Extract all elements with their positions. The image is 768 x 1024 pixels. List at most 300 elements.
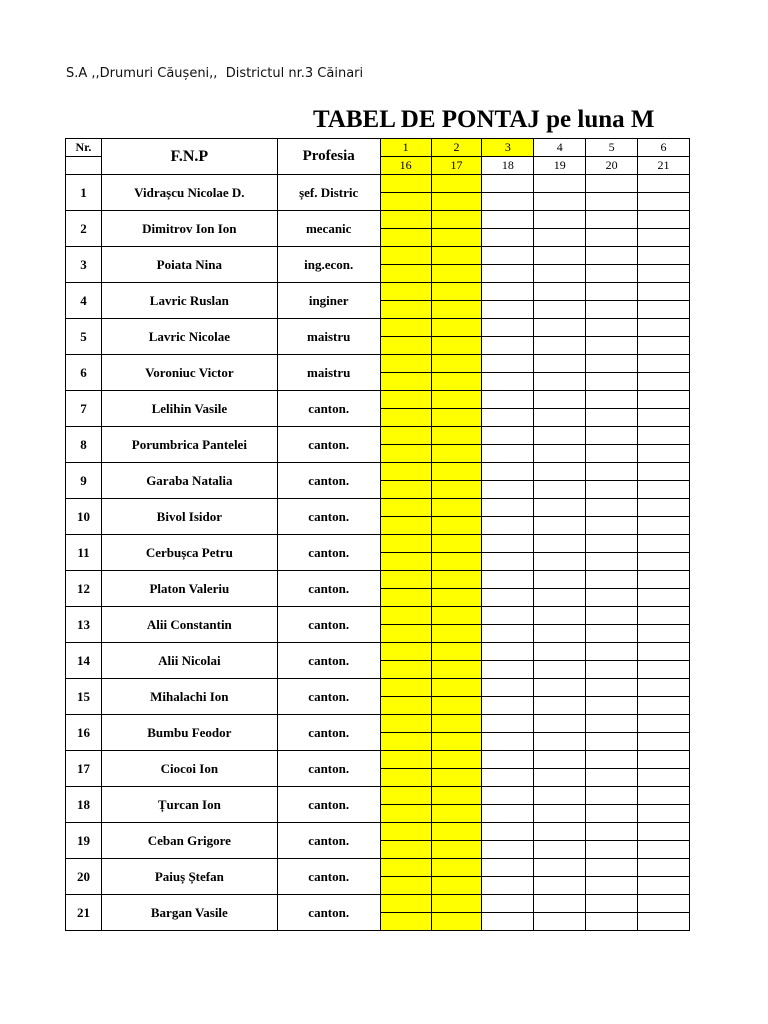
day-cell[interactable] <box>380 571 431 589</box>
day-cell[interactable] <box>586 229 638 247</box>
day-cell[interactable] <box>380 373 431 391</box>
day-cell[interactable] <box>482 391 534 409</box>
day-cell[interactable] <box>586 427 638 445</box>
day-cell[interactable] <box>431 409 482 427</box>
day-cell[interactable] <box>431 751 482 769</box>
employee-name: Țurcan Ion <box>101 787 277 823</box>
day-cell[interactable] <box>482 733 534 751</box>
day-cell[interactable] <box>638 607 690 625</box>
day-cell[interactable] <box>534 409 586 427</box>
day-cell[interactable] <box>638 805 690 823</box>
day-cell[interactable] <box>380 841 431 859</box>
day-cell[interactable] <box>482 499 534 517</box>
day-cell[interactable] <box>380 625 431 643</box>
day-cell[interactable] <box>482 517 534 535</box>
day-cell[interactable] <box>431 697 482 715</box>
employee-name: Cerbușca Petru <box>101 535 277 571</box>
day-cell[interactable] <box>534 571 586 589</box>
day-header: 20 <box>586 157 638 175</box>
day-cell[interactable] <box>586 553 638 571</box>
day-cell[interactable] <box>638 373 690 391</box>
day-cell[interactable] <box>638 787 690 805</box>
day-cell[interactable] <box>638 715 690 733</box>
day-cell[interactable] <box>638 265 690 283</box>
day-cell[interactable] <box>638 913 690 931</box>
day-cell[interactable] <box>638 355 690 373</box>
day-cell[interactable] <box>534 175 586 193</box>
day-cell[interactable] <box>380 769 431 787</box>
day-cell[interactable] <box>482 265 534 283</box>
day-cell[interactable] <box>431 427 482 445</box>
table-row <box>66 283 690 301</box>
day-cell[interactable] <box>431 193 482 211</box>
day-cell[interactable] <box>431 319 482 337</box>
employee-name: Bivol Isidor <box>101 499 277 535</box>
day-cell[interactable] <box>586 841 638 859</box>
day-cell[interactable] <box>586 661 638 679</box>
day-cell[interactable] <box>586 805 638 823</box>
day-cell[interactable] <box>534 229 586 247</box>
day-cell[interactable] <box>534 679 586 697</box>
employee-name: Alii Constantin <box>101 607 277 643</box>
day-cell[interactable] <box>534 841 586 859</box>
day-header: 6 <box>638 139 690 157</box>
day-cell[interactable] <box>638 517 690 535</box>
day-cell[interactable] <box>431 373 482 391</box>
day-cell[interactable] <box>586 571 638 589</box>
day-cell[interactable] <box>534 661 586 679</box>
day-cell[interactable] <box>431 355 482 373</box>
employee-name: Dimitrov Ion Ion <box>101 211 277 247</box>
day-cell[interactable] <box>586 355 638 373</box>
table-row <box>66 175 690 193</box>
day-cell[interactable] <box>534 517 586 535</box>
day-cell[interactable] <box>638 229 690 247</box>
day-cell[interactable] <box>586 697 638 715</box>
employee-name: Lelihin Vasile <box>101 391 277 427</box>
day-cell[interactable] <box>534 247 586 265</box>
day-cell[interactable] <box>380 283 431 301</box>
day-cell[interactable] <box>638 751 690 769</box>
day-cell[interactable] <box>380 175 431 193</box>
day-cell[interactable] <box>431 823 482 841</box>
day-cell[interactable] <box>431 265 482 283</box>
day-cell[interactable] <box>431 535 482 553</box>
day-cell[interactable] <box>638 589 690 607</box>
day-cell[interactable] <box>482 229 534 247</box>
day-cell[interactable] <box>431 391 482 409</box>
day-cell[interactable] <box>586 859 638 877</box>
day-cell[interactable] <box>380 733 431 751</box>
day-cell[interactable] <box>586 895 638 913</box>
day-cell[interactable] <box>534 481 586 499</box>
day-cell[interactable] <box>534 301 586 319</box>
day-cell[interactable] <box>534 535 586 553</box>
day-cell[interactable] <box>380 463 431 481</box>
day-cell[interactable] <box>431 463 482 481</box>
day-cell[interactable] <box>380 445 431 463</box>
day-cell[interactable] <box>638 895 690 913</box>
day-cell[interactable] <box>586 913 638 931</box>
day-cell[interactable] <box>534 751 586 769</box>
day-cell[interactable] <box>380 823 431 841</box>
day-cell[interactable] <box>586 499 638 517</box>
day-cell[interactable] <box>482 337 534 355</box>
table-row <box>66 823 690 841</box>
day-cell[interactable] <box>482 553 534 571</box>
day-cell[interactable] <box>482 643 534 661</box>
day-cell[interactable] <box>431 607 482 625</box>
day-cell[interactable] <box>431 571 482 589</box>
column-header-nr-cont <box>66 157 102 175</box>
day-cell[interactable] <box>638 859 690 877</box>
day-cell[interactable] <box>431 283 482 301</box>
day-cell[interactable] <box>482 463 534 481</box>
day-cell[interactable] <box>586 301 638 319</box>
employee-profession: mecanic <box>277 211 380 247</box>
day-cell[interactable] <box>380 877 431 895</box>
row-number: 9 <box>66 463 102 499</box>
day-cell[interactable] <box>431 661 482 679</box>
day-cell[interactable] <box>586 877 638 895</box>
employee-name: Alii Nicolai <box>101 643 277 679</box>
day-cell[interactable] <box>586 787 638 805</box>
day-cell[interactable] <box>638 841 690 859</box>
day-cell[interactable] <box>534 715 586 733</box>
table-row <box>66 463 690 481</box>
day-cell[interactable] <box>586 607 638 625</box>
day-cell[interactable] <box>638 283 690 301</box>
employee-profession: canton. <box>277 751 380 787</box>
day-cell[interactable] <box>380 211 431 229</box>
day-cell[interactable] <box>638 301 690 319</box>
day-cell[interactable] <box>482 589 534 607</box>
day-cell[interactable] <box>380 751 431 769</box>
day-cell[interactable] <box>431 301 482 319</box>
day-cell[interactable] <box>380 517 431 535</box>
day-cell[interactable] <box>482 841 534 859</box>
day-cell[interactable] <box>380 859 431 877</box>
day-cell[interactable] <box>534 445 586 463</box>
day-cell[interactable] <box>534 805 586 823</box>
day-cell[interactable] <box>586 283 638 301</box>
day-cell[interactable] <box>534 283 586 301</box>
employee-name: Vidrașcu Nicolae D. <box>101 175 277 211</box>
day-cell[interactable] <box>638 625 690 643</box>
day-cell[interactable] <box>431 589 482 607</box>
day-cell[interactable] <box>586 337 638 355</box>
day-cell[interactable] <box>482 823 534 841</box>
day-cell[interactable] <box>534 607 586 625</box>
day-cell[interactable] <box>482 175 534 193</box>
day-cell[interactable] <box>534 913 586 931</box>
day-cell[interactable] <box>380 535 431 553</box>
day-cell[interactable] <box>638 427 690 445</box>
day-cell[interactable] <box>482 751 534 769</box>
day-cell[interactable] <box>638 553 690 571</box>
day-cell[interactable] <box>586 823 638 841</box>
day-cell[interactable] <box>586 751 638 769</box>
day-cell[interactable] <box>638 193 690 211</box>
day-cell[interactable] <box>431 859 482 877</box>
table-row <box>66 499 690 517</box>
day-cell[interactable] <box>482 859 534 877</box>
day-cell[interactable] <box>380 427 431 445</box>
day-cell[interactable] <box>431 553 482 571</box>
day-cell[interactable] <box>638 319 690 337</box>
day-cell[interactable] <box>482 679 534 697</box>
day-cell[interactable] <box>380 913 431 931</box>
day-cell[interactable] <box>638 643 690 661</box>
day-cell[interactable] <box>586 373 638 391</box>
day-cell[interactable] <box>380 715 431 733</box>
day-cell[interactable] <box>482 211 534 229</box>
day-cell[interactable] <box>482 787 534 805</box>
day-cell[interactable] <box>431 517 482 535</box>
day-cell[interactable] <box>586 535 638 553</box>
day-cell[interactable] <box>482 607 534 625</box>
day-cell[interactable] <box>482 877 534 895</box>
day-cell[interactable] <box>534 769 586 787</box>
day-cell[interactable] <box>482 247 534 265</box>
day-cell[interactable] <box>431 769 482 787</box>
day-cell[interactable] <box>380 697 431 715</box>
day-cell[interactable] <box>380 193 431 211</box>
day-cell[interactable] <box>380 589 431 607</box>
row-number: 6 <box>66 355 102 391</box>
day-cell[interactable] <box>586 193 638 211</box>
day-cell[interactable] <box>380 553 431 571</box>
day-cell[interactable] <box>380 391 431 409</box>
day-cell[interactable] <box>431 247 482 265</box>
day-cell[interactable] <box>534 211 586 229</box>
day-cell[interactable] <box>431 175 482 193</box>
day-cell[interactable] <box>380 805 431 823</box>
day-cell[interactable] <box>482 409 534 427</box>
day-cell[interactable] <box>380 409 431 427</box>
day-cell[interactable] <box>534 463 586 481</box>
day-cell[interactable] <box>638 211 690 229</box>
day-cell[interactable] <box>380 301 431 319</box>
day-cell[interactable] <box>431 625 482 643</box>
day-cell[interactable] <box>534 391 586 409</box>
day-cell[interactable] <box>638 769 690 787</box>
employee-name: Platon Valeriu <box>101 571 277 607</box>
table-row <box>66 211 690 229</box>
day-cell[interactable] <box>586 715 638 733</box>
employee-profession: canton. <box>277 679 380 715</box>
day-cell[interactable] <box>534 643 586 661</box>
day-cell[interactable] <box>380 787 431 805</box>
day-cell[interactable] <box>482 319 534 337</box>
day-cell[interactable] <box>586 391 638 409</box>
day-cell[interactable] <box>431 733 482 751</box>
day-cell[interactable] <box>431 211 482 229</box>
day-cell[interactable] <box>638 571 690 589</box>
employee-name: Ciocoi Ion <box>101 751 277 787</box>
day-cell[interactable] <box>380 679 431 697</box>
day-cell[interactable] <box>431 895 482 913</box>
day-cell[interactable] <box>380 337 431 355</box>
day-cell[interactable] <box>534 625 586 643</box>
table-row <box>66 535 690 553</box>
day-cell[interactable] <box>380 643 431 661</box>
day-cell[interactable] <box>380 229 431 247</box>
day-cell[interactable] <box>638 463 690 481</box>
day-cell[interactable] <box>482 301 534 319</box>
day-cell[interactable] <box>482 427 534 445</box>
day-cell[interactable] <box>586 409 638 427</box>
day-cell[interactable] <box>534 895 586 913</box>
day-cell[interactable] <box>482 445 534 463</box>
day-header: 2 <box>431 139 482 157</box>
day-cell[interactable] <box>638 391 690 409</box>
day-cell[interactable] <box>534 319 586 337</box>
day-cell[interactable] <box>431 805 482 823</box>
day-cell[interactable] <box>534 265 586 283</box>
day-cell[interactable] <box>482 355 534 373</box>
day-cell[interactable] <box>638 175 690 193</box>
day-cell[interactable] <box>380 265 431 283</box>
day-cell[interactable] <box>534 193 586 211</box>
day-cell[interactable] <box>482 535 534 553</box>
day-cell[interactable] <box>431 445 482 463</box>
day-cell[interactable] <box>534 373 586 391</box>
day-header: 19 <box>534 157 586 175</box>
day-cell[interactable] <box>586 643 638 661</box>
day-cell[interactable] <box>482 895 534 913</box>
day-cell[interactable] <box>431 481 482 499</box>
table-row <box>66 607 690 625</box>
company-header: S.A ,,Drumuri Căușeni,, Districtul nr.3 Căinari <box>66 66 364 81</box>
timesheet-body <box>66 175 690 931</box>
day-cell[interactable] <box>482 715 534 733</box>
employee-profession: canton. <box>277 895 380 931</box>
day-cell[interactable] <box>638 247 690 265</box>
day-cell[interactable] <box>380 319 431 337</box>
day-cell[interactable] <box>482 625 534 643</box>
table-row <box>66 319 690 337</box>
day-cell[interactable] <box>534 859 586 877</box>
day-cell[interactable] <box>431 715 482 733</box>
day-cell[interactable] <box>534 787 586 805</box>
day-cell[interactable] <box>534 337 586 355</box>
day-cell[interactable] <box>534 877 586 895</box>
day-cell[interactable] <box>534 733 586 751</box>
day-cell[interactable] <box>586 247 638 265</box>
day-cell[interactable] <box>586 175 638 193</box>
row-number: 10 <box>66 499 102 535</box>
day-cell[interactable] <box>638 823 690 841</box>
employee-name: Poiata Nina <box>101 247 277 283</box>
row-number: 11 <box>66 535 102 571</box>
day-cell[interactable] <box>431 841 482 859</box>
day-cell[interactable] <box>534 697 586 715</box>
day-cell[interactable] <box>534 553 586 571</box>
day-cell[interactable] <box>482 193 534 211</box>
page-title: TABEL DE PONTAJ pe luna M <box>313 106 655 133</box>
day-cell[interactable] <box>586 211 638 229</box>
day-cell[interactable] <box>431 337 482 355</box>
day-cell[interactable] <box>482 913 534 931</box>
day-header: 1 <box>380 139 431 157</box>
day-cell[interactable] <box>638 733 690 751</box>
day-header: 5 <box>586 139 638 157</box>
employee-name: Ceban Grigore <box>101 823 277 859</box>
day-cell[interactable] <box>482 373 534 391</box>
day-cell[interactable] <box>431 499 482 517</box>
day-cell[interactable] <box>534 355 586 373</box>
day-cell[interactable] <box>534 499 586 517</box>
day-cell[interactable] <box>638 409 690 427</box>
day-cell[interactable] <box>586 679 638 697</box>
day-cell[interactable] <box>482 283 534 301</box>
day-cell[interactable] <box>586 589 638 607</box>
day-cell[interactable] <box>638 499 690 517</box>
day-cell[interactable] <box>534 427 586 445</box>
day-cell[interactable] <box>380 247 431 265</box>
day-cell[interactable] <box>482 571 534 589</box>
day-cell[interactable] <box>586 265 638 283</box>
day-cell[interactable] <box>380 661 431 679</box>
day-cell[interactable] <box>482 661 534 679</box>
day-cell[interactable] <box>431 643 482 661</box>
column-header-profesia: Profesia <box>277 139 380 175</box>
table-row <box>66 427 690 445</box>
day-cell[interactable] <box>638 877 690 895</box>
employee-name: Bargan Vasile <box>101 895 277 931</box>
day-cell[interactable] <box>380 607 431 625</box>
day-cell[interactable] <box>482 697 534 715</box>
row-number: 17 <box>66 751 102 787</box>
day-cell[interactable] <box>638 697 690 715</box>
day-cell[interactable] <box>380 895 431 913</box>
day-cell[interactable] <box>638 535 690 553</box>
day-cell[interactable] <box>431 913 482 931</box>
day-cell[interactable] <box>431 679 482 697</box>
day-cell[interactable] <box>586 625 638 643</box>
day-cell[interactable] <box>586 733 638 751</box>
employee-profession: canton. <box>277 787 380 823</box>
day-cell[interactable] <box>380 499 431 517</box>
day-cell[interactable] <box>586 481 638 499</box>
day-cell[interactable] <box>534 589 586 607</box>
day-cell[interactable] <box>638 661 690 679</box>
employee-profession: canton. <box>277 607 380 643</box>
day-cell[interactable] <box>638 679 690 697</box>
day-cell[interactable] <box>586 463 638 481</box>
day-cell[interactable] <box>380 481 431 499</box>
day-cell[interactable] <box>482 769 534 787</box>
day-cell[interactable] <box>431 787 482 805</box>
day-cell[interactable] <box>534 823 586 841</box>
day-cell[interactable] <box>380 355 431 373</box>
day-cell[interactable] <box>586 769 638 787</box>
day-cell[interactable] <box>586 445 638 463</box>
day-cell[interactable] <box>638 337 690 355</box>
day-cell[interactable] <box>482 805 534 823</box>
day-cell[interactable] <box>431 229 482 247</box>
row-number: 5 <box>66 319 102 355</box>
day-cell[interactable] <box>431 877 482 895</box>
day-header: 21 <box>638 157 690 175</box>
day-cell[interactable] <box>638 445 690 463</box>
employee-profession: maistru <box>277 355 380 391</box>
day-cell[interactable] <box>482 481 534 499</box>
day-cell[interactable] <box>586 517 638 535</box>
day-cell[interactable] <box>638 481 690 499</box>
day-cell[interactable] <box>586 319 638 337</box>
